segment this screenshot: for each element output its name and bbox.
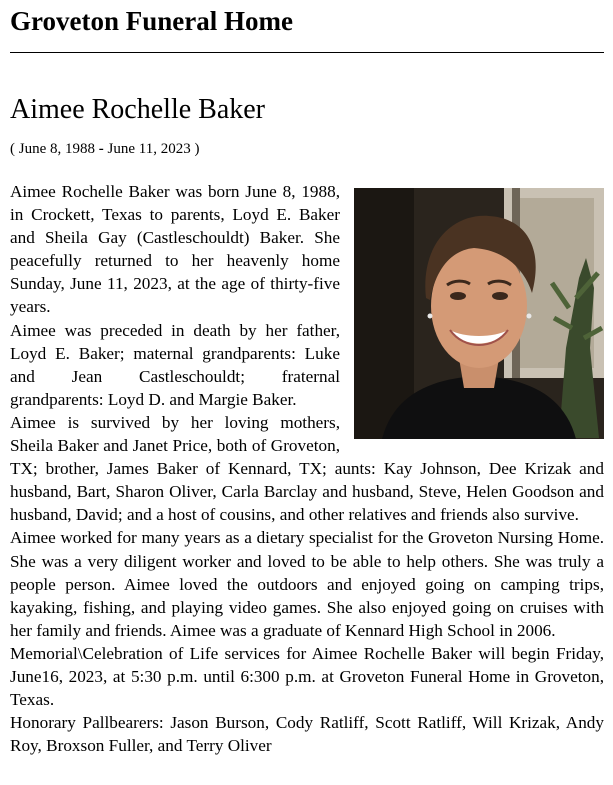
death-date: June 11, 2023 — [107, 141, 191, 157]
obituary-paragraph: Honorary Pallbearers: Jason Burson, Cody Ratliff, Scott Ratliff, Will Krizak, Andy Roy, Broxson Fuller, and Terry Oliver — [10, 713, 604, 756]
obituary-paragraph: Aimee was preceded in death by her father, Loyd E. Baker; maternal grandparents: Luke and Jean Castleschouldt; fraternal grandparents: Loyd D. and Margie Baker. — [10, 320, 340, 409]
dates-separator: - — [95, 141, 108, 157]
portrait-illustration — [354, 188, 604, 439]
obituary-name: Aimee Rochelle Baker — [10, 94, 266, 125]
site-title[interactable]: Groveton Funeral Home — [10, 6, 293, 36]
obituary-content — [10, 92, 604, 757]
portrait-photo — [354, 188, 604, 439]
obituary-paragraph: Aimee is survived by her loving mothers, Sheila Baker and Janet Price, both of Groveton, TX; brother, James Baker of Kennard, TX; aunts: Kay Johnson, Dee Krizak and husband, Bart, Sharon Oliver, Carla Barclay and husband, Steve, Helen Goodson and husband, David; and a host of cousins, and other relatives and friends also survive. — [10, 412, 604, 525]
obituary-dates — [10, 140, 604, 158]
obituary-paragraph: Memorial\Celebration of Life services for Aimee Rochelle Baker will begin Friday, June16, 2023, at 5:30 p.m. until 6:300 p.m. at Groveton Funeral Home in Groveton, Texas. — [10, 643, 604, 710]
obituary-paragraph: Aimee Rochelle Baker was born June 8, 1988, in Crockett, Texas to parents, Loyd E. Baker and Sheila Gay (Castleschouldt) Baker. She peacefully returned to her heavenly home Sunday, June 11, 2023, at the age of thirty-five years. — [10, 182, 340, 317]
header-divider — [10, 52, 604, 53]
dates-open-paren: ( — [10, 141, 19, 157]
obituary-paragraph: Aimee worked for many years as a dietary specialist for the Groveton Nursing Home. She was a very diligent worker and loved to be able to help others. She was truly a people person. Aimee loved the outdoors and enjoyed going on camping trips, kayaking, fishing, and playing video games. She also enjoyed going on cruises with her family and friends. Aimee was a graduate of Kennard High School in 2006. — [10, 528, 604, 640]
dates-close-paren: ) — [190, 141, 200, 157]
birth-date: June 8, 1988 — [18, 141, 95, 157]
